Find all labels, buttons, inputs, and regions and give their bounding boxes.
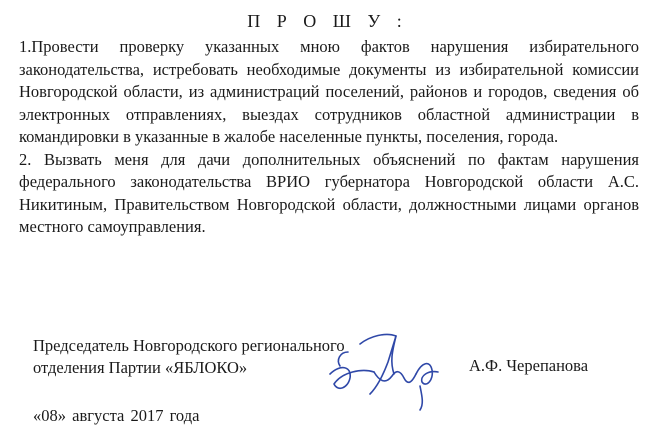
handwritten-signature — [300, 322, 470, 412]
document-body — [19, 36, 639, 239]
signatory-name: А.Ф. Черепанова — [469, 356, 589, 375]
signatory-title — [33, 335, 345, 379]
request-item-1: 1.Провести проверку указанных мною фактов нарушения избирательного законодательства, истребовать необходимые документы из избирательной комиссии Новгородской области, из администраций поселений, районов и городов, сведения об электронных отправлениях, выездах сотрудников областной администрации в командировки в указанные в жалобе населенные пункты, поселения, города. — [19, 37, 639, 146]
document-heading: П Р О Ш У : — [247, 11, 408, 31]
request-item-2: 2. Вызвать меня для дачи дополнительных объяснений по фактам нарушения федерального законодательства ВРИО губернатора Новгородской области А.С. Никитиным, Правительством Новгородской области, должностными лицами органов местного самоуправления. — [19, 149, 639, 236]
signatory-title-line-1: Председатель Новгородского регионального — [33, 336, 345, 355]
signatory-title-line-2: отделения Партии «ЯБЛОКО» — [33, 358, 248, 377]
document-date: «08» августа 2017 года — [33, 406, 200, 425]
